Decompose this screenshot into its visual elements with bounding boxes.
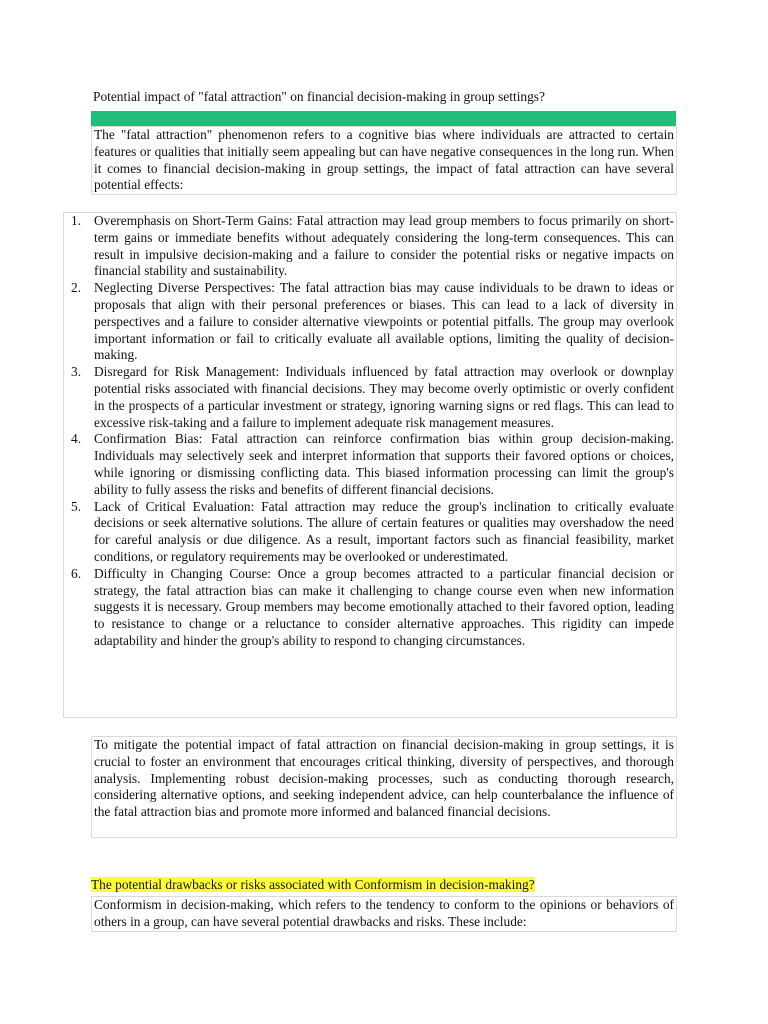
- question-heading-conformism: [91, 876, 535, 893]
- list-item: [64, 431, 676, 498]
- list-item: [64, 364, 676, 431]
- list-item-text: Difficulty in Changing Course: Once a group becomes attracted to a particular financial decision or strategy, the fatal attraction bias can make it challenging to change course even when new information suggests it is necessary. Group members may become emotionally attached to their favored option, leading to resistance to change or a reluctance to consider alternative approaches. This rigidity can impede adaptability and hinder the group's ability to respond to changing circumstances.: [94, 565, 674, 648]
- green-separator-bar: [91, 111, 676, 126]
- list-item-text: Confirmation Bias: Fatal attraction can reinforce confirmation bias within group decision-making. Individuals may selectively seek and interpret information that supports their favored options or choices, while ignoring or dismissing conflicting data. This biased information processing can limit the group's ability to fully assess the risks and benefits of different financial decisions.: [94, 431, 674, 497]
- list-item: [64, 566, 676, 650]
- effects-list: [64, 213, 676, 650]
- list-item-number: 5.: [71, 498, 82, 514]
- list-item: [64, 280, 676, 364]
- list-item-number: 2.: [71, 280, 82, 296]
- list-item-text: Disregard for Risk Management: Individuals influenced by fatal attraction may overlook or downplay potential risks associated with financial decisions. They may become overly optimistic or overly confident in the prospects of a particular investment or strategy, ignoring warning signs or red flags. This can lead to excessive risk-taking and a failure to implement adequate risk management measures.: [94, 364, 674, 430]
- effects-list-cell: [63, 212, 677, 718]
- intro-paragraph: The "fatal attraction" phenomenon refers to a cognitive bias where individuals are attracted to certain features or qualities that initially seem appealing but can have negative consequences in the long run. When it comes to financial decision-making in group settings, the impact of fatal attraction can have several potential effects:: [91, 126, 677, 195]
- list-item-text: Neglecting Diverse Perspectives: The fatal attraction bias may cause individuals to be drawn to ideas or proposals that align with their personal preferences or biases. This can lead to a lack of diversity in perspectives and a failure to consider alternative viewpoints or potential pitfalls. The group may overlook important information or fail to critically evaluate all available options, limiting the quality of decision-making.: [94, 280, 674, 363]
- conformism-intro-paragraph: Conformism in decision-making, which refers to the tendency to conform to the opinions or behaviors of others in a group, can have several potential drawbacks and risks. These include:: [91, 896, 677, 932]
- list-item-number: 1.: [71, 213, 82, 228]
- question-heading-fatal-attraction: Potential impact of "fatal attraction" on financial decision-making in group settings?: [93, 89, 545, 104]
- list-item: [64, 499, 676, 566]
- list-item-text: Lack of Critical Evaluation: Fatal attraction may reduce the group's inclination to critically evaluate decisions or seek alternative solutions. The allure of certain features or qualities may overshadow the need for careful analysis or due diligence. As a result, important factors such as financial feasibility, market conditions, or regulatory requirements may be overlooked or underestimated.: [94, 498, 674, 564]
- list-item-number: 6.: [71, 565, 82, 581]
- list-item-number: 3.: [71, 364, 82, 380]
- list-item: [64, 213, 676, 280]
- mitigation-paragraph: To mitigate the potential impact of fatal attraction on financial decision-making in group settings, it is crucial to foster an environment that encourages critical thinking, diversity of perspectives, and thorough analysis. Implementing robust decision-making processes, such as conducting thorough research, considering alternative options, and seeking independent advice, can help counterbalance the influence of the fatal attraction bias and promote more informed and balanced financial decisions.: [91, 736, 677, 838]
- list-item-text: Overemphasis on Short-Term Gains: Fatal attraction may lead group members to focus primarily on short-term gains or immediate benefits without adequately considering the long-term consequences. This can result in impulsive decision-making and a failure to consider the potential risks or negative impacts on financial stability and sustainability.: [94, 213, 674, 279]
- highlighted-question-text: The potential drawbacks or risks associated with Conformism in decision-making?: [91, 877, 535, 892]
- list-item-number: 4.: [71, 431, 82, 447]
